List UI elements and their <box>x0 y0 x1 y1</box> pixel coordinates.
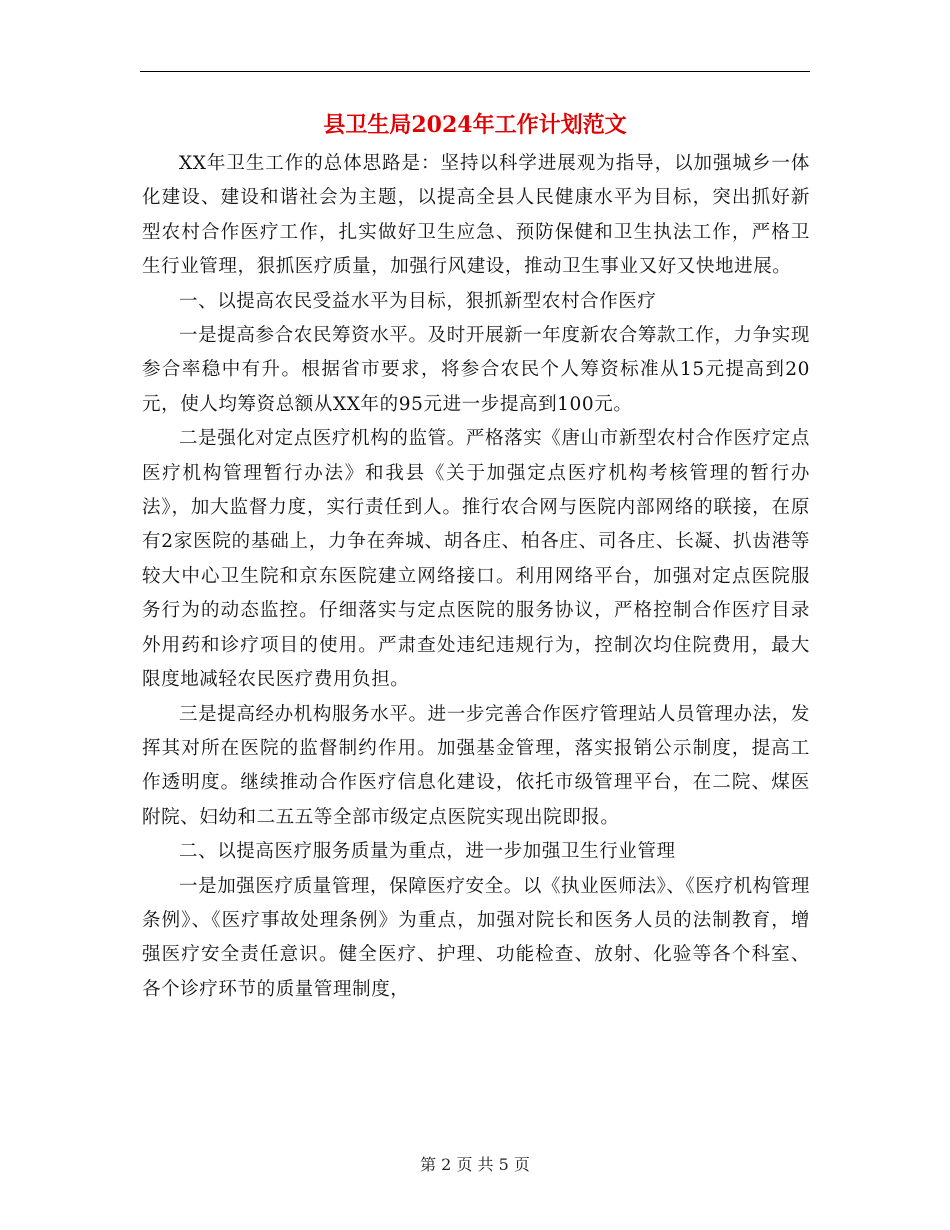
paragraph-1-2: 二是强化对定点医疗机构的监管。严格落实《唐山市新型农村合作医疗定点医疗机构管理暂行办法》和我县《关于加强定点医疗机构考核管理的暂行办法》，加大监督力度，实行责任到人。推行农合网与医院内部网络的联接，在原有2家医院的基础上，力争在奔城、胡各庄、柏各庄、司各庄、长凝、扒齿港等较大中心卫生院和京东医院建立网络接口。利用网络平台，加强对定点医院服务行为的动态监控。仔细落实与定点医院的服务协议，严格控制合作医疗目录外用药和诊疗项目的使用。严肃查处违纪违规行为，控制次均住院费用，最大限度地减轻农民医疗费用负担。 <box>142 428 810 691</box>
page-number: 第 2 页 共 5 页 <box>420 1155 530 1174</box>
paragraph-1-1: 一是提高参合农民筹资水平。及时开展新一年度新农合筹款工作，力争实现参合率稳中有升。根据省市要求，将参合农民个人筹资标准从15元提高到20元，使人均筹资总额从XX年的95元进一步提高到100元。 <box>142 325 810 415</box>
paragraph-2-1: 一是加强医疗质量管理，保障医疗安全。以《执业医师法》、《医疗机构管理条例》、《医疗事故处理条例》为重点，加强对院长和医务人员的法制教育，增强医疗安全责任意识。健全医疗、护理、功能检查、放射、化验等各个科室、各个诊疗环节的质量管理制度， <box>142 875 810 1000</box>
paragraph-1-3: 三是提高经办机构服务水平。进一步完善合作医疗管理站人员管理办法，发挥其对所在医院的监督制约作用。加强基金管理，落实报销公示制度，提高工作透明度。继续推动合作医疗信息化建设，依托市级管理平台，在二院、煤医附院、妇幼和二五五等全部市级定点医院实现出院即报。 <box>142 703 810 828</box>
document-body <box>142 147 810 1007</box>
section-heading-1: 一、以提高农民受益水平为目标，狠抓新型农村合作医疗 <box>179 290 657 312</box>
document-title: 县卫生局2024年工作计划范文 <box>323 112 627 138</box>
header-rule <box>140 71 810 72</box>
section-heading-2: 二、以提高医疗服务质量为重点，进一步加强卫生行业管理 <box>179 841 676 863</box>
paragraph-intro: XX年卫生工作的总体思路是：坚持以科学进展观为指导，以加强城乡一体化建设、建设和谐社会为主题，以提高全县人民健康水平为目标，突出抓好新型农村合作医疗工作，扎实做好卫生应急、预防保健和卫生执法工作，严格卫生行业管理，狠抓医疗质量，加强行风建设，推动卫生事业又好又快地进展。 <box>142 153 810 278</box>
